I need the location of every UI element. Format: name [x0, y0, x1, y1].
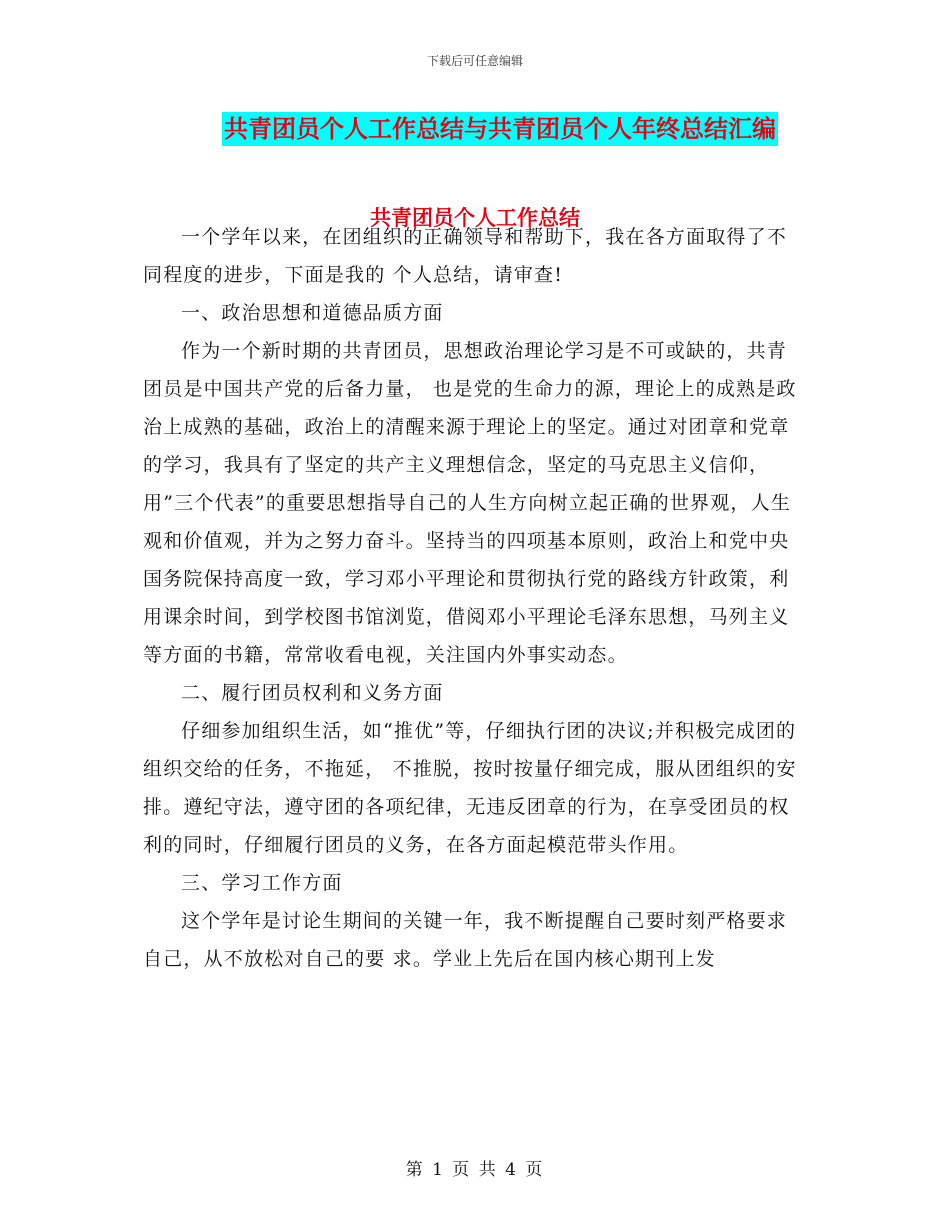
paragraph-rights-duties: 仔细参加组织生活，如“推优”等，仔细执行团的决议;并积极完成团的组织交给的任务，不拖延， 不推脱，按时按量仔细完成，服从团组织的安排。遵纪守法，遵守团的各项纪律，无违反团章的行为，在享受团员的权利的同时，仔细履行团员的义务，在各方面起模范带头作用。	[143, 720, 797, 856]
section-title: 共青团员个人工作总结	[370, 206, 580, 230]
paragraph-intro: 一个学年以来，在团组织的正确领导和帮助下，我在各方面取得了不同程度的进步，下面是我的 个人总结，请审查!	[143, 226, 788, 286]
paragraph-study-work: 这个学年是讨论生期间的关键一年，我不断提醒自己要时刻严格要求自己，从不放松对自己的要 求。学业上先后在国内核心期刊上发	[143, 910, 788, 970]
page-footer: 第 1 页 共 4 页	[405, 1160, 545, 1180]
heading-political: 一、政治思想和道德品质方面	[181, 302, 444, 324]
heading-rights-duties: 二、履行团员权利和义务方面	[181, 682, 444, 704]
main-title-container	[0, 112, 950, 146]
document-body	[143, 218, 803, 978]
heading-study-work: 三、学习工作方面	[181, 872, 343, 894]
header-note: 下载后可任意编辑	[426, 54, 523, 68]
main-title: 共青团员个人工作总结与共青团员个人年终总结汇编	[222, 112, 778, 146]
paragraph-political: 作为一个新时期的共青团员，思想政治理论学习是不可或缺的，共青团员是中国共产党的后备力量， 也是党的生命力的源，理论上的成熟是政治上成熟的基础，政治上的清醒来源于理论上的坚定。通过对团章和党章的学习，我具有了坚定的共产主义理想信念，坚定的马克思主义信仰，用”三个代表”的重要思想指导自己的人生方向树立起正确的世界观，人生观和价值观，并为之努力奋斗。坚持当的四项基本原则，政治上和党中央国务院保持高度一致，学习邓小平理论和贯彻执行党的路线方针政策，利用课余时间，到学校图书馆浏览，借阅邓小平理论毛泽东思想，马列主义等方面的书籍，常常收看电视，关注国内外事实动态。	[143, 340, 797, 666]
